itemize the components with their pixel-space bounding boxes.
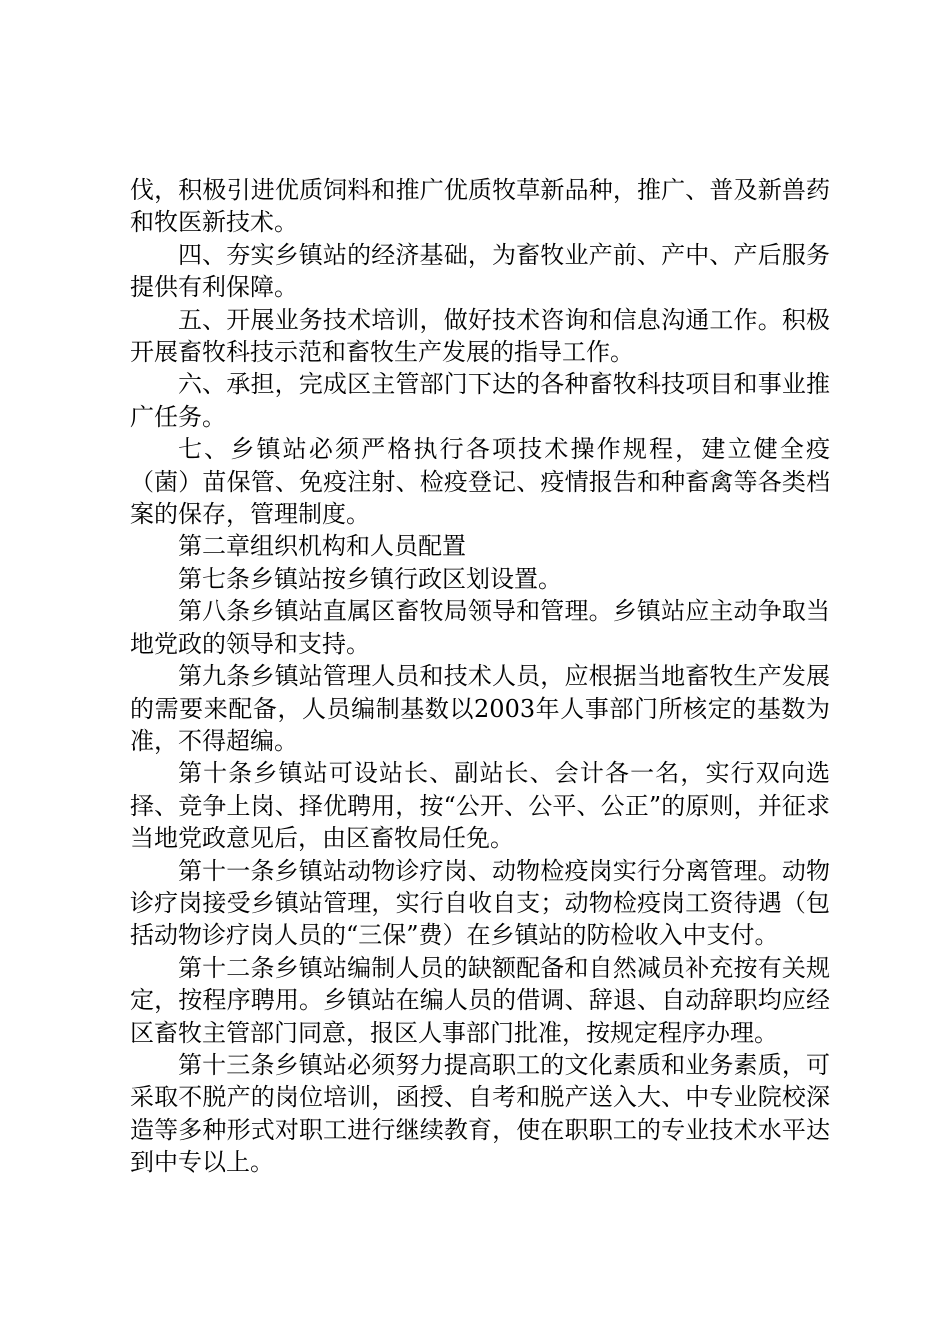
article-7: 第七条乡镇站按乡镇行政区划设置。: [178, 564, 562, 593]
document-page: [130, 174, 830, 1179]
paragraph-2: 四、夯实乡镇站的经济基础，为畜牧业产前、产中、产后服务提供有利保障。: [130, 240, 830, 302]
paragraph-1: 伐，积极引进优质饲料和推广优质牧草新品种，推广、普及新兽药和牧医新技术。: [130, 176, 830, 237]
chapter-heading: 第二章组织机构和人员配置: [178, 532, 466, 561]
paragraph-5: 七、乡镇站必须严格执行各项技术操作规程，建立健全疫（菌）苗保管、免疫注射、检疫登记、疫情报告和种畜禽等各类档案的保存，管理制度。: [130, 435, 830, 529]
article-8: 第八条乡镇站直属区畜牧局领导和管理。乡镇站应主动争取当地党政的领导和支持。: [130, 597, 830, 658]
paragraph-3: 五、开展业务技术培训，做好技术咨询和信息沟通工作。积极开展畜牧科技示范和畜牧生产发展的指导工作。: [130, 305, 830, 367]
article-10: 第十条乡镇站可设站长、副站长、会计各一名，实行双向选择、竞争上岗、择优聘用，按“公开、公平、公正”的原则，并征求当地党政意见后，由区畜牧局任免。: [130, 759, 830, 853]
article-12: 第十二条乡镇站编制人员的缺额配备和自然减员补充按有关规定，按程序聘用。乡镇站在编人员的借调、辞退、自动辞职均应经区畜牧主管部门同意，报区人事部门批准，按规定程序办理。: [130, 953, 830, 1047]
paragraph-4: 六、承担，完成区主管部门下达的各种畜牧科技项目和事业推广任务。: [130, 370, 830, 431]
article-9: 第九条乡镇站管理人员和技术人员，应根据当地畜牧生产发展的需要来配备，人员编制基数以2003年人事部门所核定的基数为准，不得超编。: [130, 662, 830, 755]
article-11: 第十一条乡镇站动物诊疗岗、动物检疫岗实行分离管理。动物诊疗岗接受乡镇站管理，实行自收自支；动物检疫岗工资待遇（包括动物诊疗岗人员的“三保”费）在乡镇站的防检收入中支付。: [130, 856, 830, 950]
article-13: 第十三条乡镇站必须努力提高职工的文化素质和业务素质，可采取不脱产的岗位培训，函授、自考和脱产送入大、中专业院校深造等多种形式对职工进行继续教育，使在职职工的专业技术水平达到中专以上。: [130, 1050, 830, 1177]
